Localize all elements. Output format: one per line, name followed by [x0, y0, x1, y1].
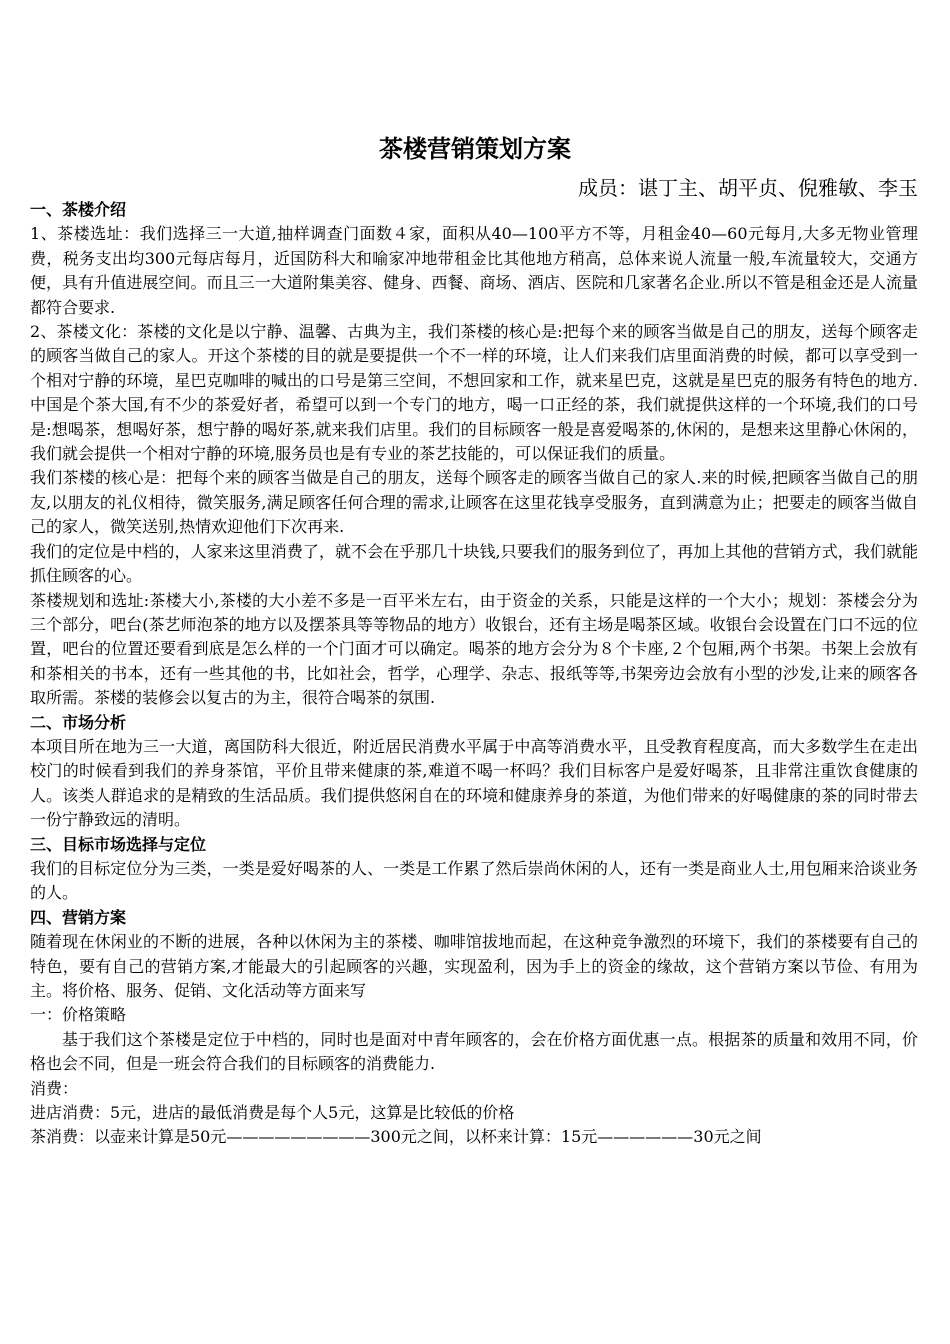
section-heading: 一、茶楼介绍: [30, 200, 127, 219]
paragraph: 我们的定位是中档的，人家来这里消费了，就不会在乎那几十块钱,只要我们的服务到位了，再加上其他的营销方式，我们就能抓住顾客的心。: [30, 541, 918, 586]
members-line: 成员：谌丁主、胡平贞、倪雅敏、李玉: [578, 176, 918, 200]
paragraph: 茶消费：以壶来计算是50元—————————300元之间，以杯来计算：15元——————30元之间: [30, 1127, 762, 1147]
section-heading: 二、市场分析: [30, 712, 127, 732]
paragraph: 消费：: [30, 1078, 79, 1098]
document-body: [30, 198, 918, 1150]
paragraph: 茶楼规划和选址:茶楼大小,茶楼的大小差不多是一百平米左右，由于资金的关系，只能是这样的一个大小；规划：茶楼会分为三个部分，吧台(茶艺师泡茶的地方以及摆茶具等等物品的地方）收银台，还有主场是喝茶区域。收银台会设置在门口不远的位置，吧台的位置还要看到底是怎么样的一个门面才可以确定。喝茶的地方会分为８个卡座,２个包厢,两个书架。书架上会放有和茶相关的书本，还有一些其他的书，比如社会，哲学，心理学、杂志、报纸等等,书架旁边会放有小型的沙发,让来的顾客各取所需。茶楼的装修会以复古的为主，很符合喝茶的氛围.: [30, 590, 918, 708]
section-heading: 三、目标市场选择与定位: [30, 834, 207, 854]
paragraph: 我们的目标定位分为三类，一类是爱好喝茶的人、一类是工作累了然后崇尚休闲的人，还有一类是商业人士,用包厢来洽谈业务的人。: [30, 858, 918, 903]
section-heading: 四、营销方案: [30, 907, 127, 927]
paragraph: 1、茶楼选址：我们选择三一大道,抽样调查门面数４家，面积从40—100平方不等，月租金40—60元每月,大多无物业管理费，税务支出均300元每店每月，近国防科大和喻家冲地带租金比其他地方稍高，总体来说人流量一般,车流量较大，交通方便，具有升值进展空间。而且三一大道附集美容、健身、西餐、商场、酒店、医院和几家著名企业.所以不管是租金还是人流量都符合要求.: [30, 224, 918, 317]
document-title: 茶楼营销策划方案: [379, 135, 571, 163]
subheading: 一：价格策略: [30, 1005, 127, 1025]
paragraph: 随着现在休闲业的不断的进展，各种以休闲为主的茶楼、咖啡馆拔地而起，在这种竞争激烈的环境下，我们的茶楼要有自己的特色，要有自己的营销方案,才能最大的引起顾客的兴趣，实现盈利，因为手上的资金的缘故，这个营销方案以节俭、有用为主。将价格、服务、促销、文化活动等方面来写: [30, 932, 918, 1000]
paragraph: 我们茶楼的核心是：把每个来的顾客当做是自己的朋友，送每个顾客走的顾客当做自己的家人.来的时候,把顾客当做自己的朋友,以朋友的礼仪相待，微笑服务,满足顾客任何合理的需求,让顾客在这里花钱享受服务，直到满意为止；把要走的顾客当做自己的家人，微笑送别,热情欢迎他们下次再来.: [30, 468, 918, 537]
paragraph: 进店消费：5元，进店的最低消费是每个人5元，这算是比较低的价格: [30, 1103, 515, 1123]
paragraph: 基于我们这个茶楼是定位于中档的，同时也是面对中青年顾客的，会在价格方面优惠一点。根据茶的质量和效用不同，价格也会不同，但是一班会符合我们的目标顾客的消费能力.: [30, 1029, 918, 1074]
paragraph: 本项目所在地为三一大道，离国防科大很近，附近居民消费水平属于中高等消费水平，且受教育程度高，而大多数学生在走出校门的时候看到我们的养身茶馆，平价且带来健康的茶,难道不喝一杯吗？我们目标客户是爱好喝茶，且非常注重饮食健康的人。该类人群追求的是精致的生活品质。我们提供悠闲自在的环境和健康养身的茶道，为他们带来的好喝健康的茶的同时带去一份宁静致远的清明。: [30, 736, 918, 830]
paragraph: 2、茶楼文化：茶楼的文化是以宁静、温馨、古典为主，我们茶楼的核心是:把每个来的顾客当做是自己的朋友，送每个顾客走的顾客当做自己的家人。开这个茶楼的目的就是要提供一个不一样的环境，让人们来我们店里面消费的时候，都可以享受到一个相对宁静的环境，星巴克咖啡的喊出的口号是第三空间，不想回家和工作，就来星巴克，这就是星巴克的服务有特色的地方.中国是个茶大国,有不少的茶爱好者，希望可以到一个专门的地方，喝一口正经的茶，我们就提供这样的一个环境,我们的口号是:想喝茶，想喝好茶，想宁静的喝好茶,就来我们店里。我们的目标顾客一般是喜爱喝茶的,休闲的，是想来这里静心休闲的，我们就会提供一个相对宁静的环境,服务员也是有专业的茶艺技能的，可以保证我们的质量。: [30, 322, 918, 464]
